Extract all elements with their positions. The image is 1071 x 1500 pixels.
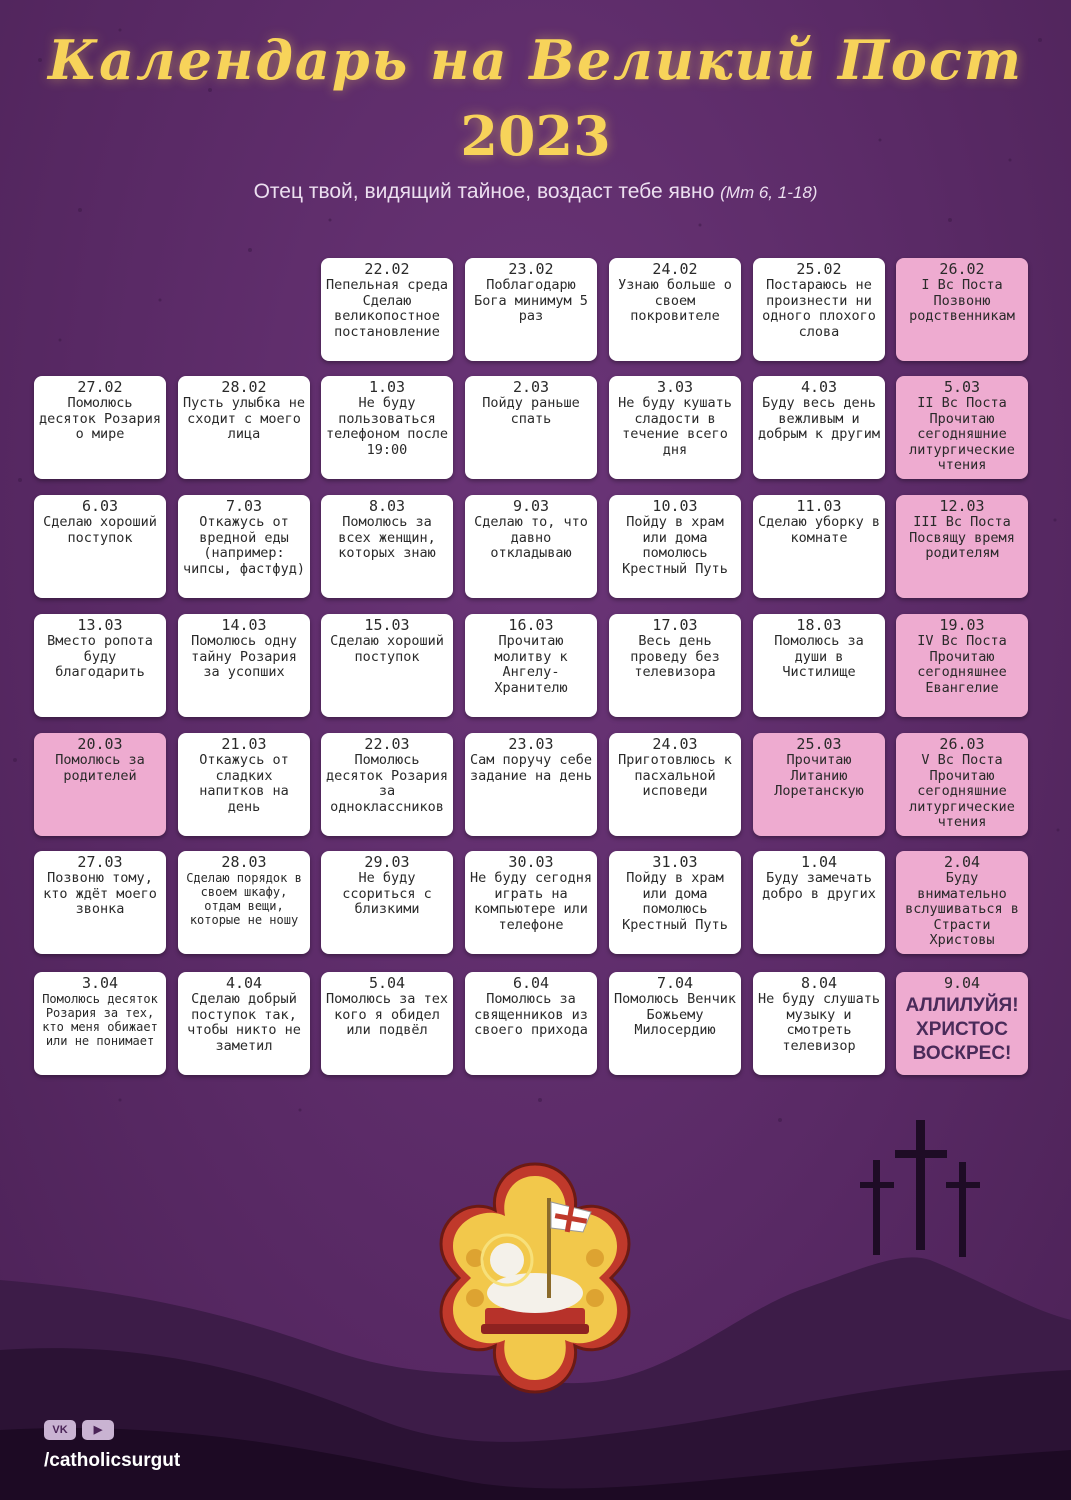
day-task: Буду весь день вежливым и добрым к другим (758, 395, 880, 442)
calendar-day-29.03 (321, 851, 453, 954)
calendar-day-26.02 (896, 258, 1028, 361)
day-task: Сделаю то, что давно откладываю (474, 514, 588, 561)
day-date: 18.03 (796, 616, 842, 634)
day-task: Буду внимательно вслушиваться в Страсти Христовы (905, 870, 1019, 948)
calendar-day-21.03 (178, 733, 310, 836)
day-date: 12.03 (939, 497, 985, 515)
day-date: 24.03 (652, 735, 698, 753)
calendar-day-4.04 (178, 972, 310, 1075)
day-date: 9.04 (943, 974, 981, 992)
three-crosses-icon (855, 1120, 995, 1260)
day-date: 11.03 (796, 497, 842, 515)
day-date: 22.03 (364, 735, 410, 753)
calendar-day-8.04 (753, 972, 885, 1075)
calendar-day-2.04 (896, 851, 1028, 954)
calendar-day-22.03 (321, 733, 453, 836)
day-date: 27.02 (77, 378, 123, 396)
day-date: 2.03 (512, 378, 550, 396)
calendar-day-19.03 (896, 614, 1028, 717)
day-task: Пойду раньше спать (482, 395, 580, 427)
day-task: Не буду пользоваться телефоном после 19:00 (326, 395, 448, 458)
calendar-day-11.03 (753, 495, 885, 598)
day-task: Не буду сегодня играть на компьютере или телефоне (470, 870, 592, 933)
calendar-day-8.03 (321, 495, 453, 598)
day-task: Позвоню тому, кто ждёт моего звонка (43, 870, 157, 917)
day-task: Помолюсь десяток Розария о мире (39, 395, 161, 442)
day-date: 7.03 (225, 497, 263, 515)
calendar-day-26.03 (896, 733, 1028, 836)
day-date: 17.03 (652, 616, 698, 634)
day-date: 21.03 (221, 735, 267, 753)
day-task: Поблагодарю Бога минимум 5 раз (474, 277, 588, 324)
day-task: Помолюсь за души в Чистилище (774, 633, 864, 680)
calendar-day-12.03 (896, 495, 1028, 598)
social-links (44, 1418, 120, 1440)
day-task: Сделаю хороший поступок (330, 633, 444, 665)
day-task: Не буду слушать музыку и смотреть телевизор (758, 991, 880, 1054)
day-task: Сделаю добрый поступок так, чтобы никто не заметил (187, 991, 301, 1054)
day-task: Откажусь от сладких напитков на день (199, 752, 289, 815)
day-task: Буду замечать добро в других (762, 870, 876, 902)
day-date: 1.03 (368, 378, 406, 396)
calendar-day-4.03 (753, 376, 885, 479)
day-date: 24.02 (652, 260, 698, 278)
day-date: 15.03 (364, 616, 410, 634)
day-task: I Вс Поста Позвоню родственникам (909, 277, 1015, 324)
day-task: II Вс Поста Прочитаю сегодняшние литургические чтения (909, 395, 1015, 473)
day-task: Помолюсь Венчик Божьему Милосердию (614, 991, 736, 1038)
day-date: 30.03 (508, 853, 554, 871)
day-date: 28.02 (221, 378, 267, 396)
day-date: 20.03 (77, 735, 123, 753)
calendar-day-23.03 (465, 733, 597, 836)
day-date: 26.03 (939, 735, 985, 753)
day-date: 3.04 (81, 974, 119, 992)
day-date: 14.03 (221, 616, 267, 634)
day-task: Пойду в храм или дома помолюсь Крестный Путь (622, 514, 728, 577)
calendar-day-5.03 (896, 376, 1028, 479)
calendar-day-27.02 (34, 376, 166, 479)
day-task: Прочитаю Литанию Лоретанскую (774, 752, 864, 799)
calendar-day-30.03 (465, 851, 597, 954)
calendar-day-13.03 (34, 614, 166, 717)
day-date: 26.02 (939, 260, 985, 278)
day-date: 9.03 (512, 497, 550, 515)
calendar-day-22.02 (321, 258, 453, 361)
calendar-day-24.03 (609, 733, 741, 836)
calendar-day-28.03 (178, 851, 310, 954)
day-task: Вместо ропота буду благодарить (47, 633, 153, 680)
day-task: Сделаю хороший поступок (43, 514, 157, 546)
day-task: Помолюсь за родителей (55, 752, 145, 784)
day-date: 22.02 (364, 260, 410, 278)
calendar-day-23.02 (465, 258, 597, 361)
day-task: Помолюсь за всех женщин, которых знаю (338, 514, 436, 561)
day-task: Прочитаю молитву к Ангелу-Хранителю (494, 633, 568, 696)
day-task: Сделаю уборку в комнате (758, 514, 880, 546)
calendar-day-25.02 (753, 258, 885, 361)
calendar-day-2.03 (465, 376, 597, 479)
day-date: 4.04 (225, 974, 263, 992)
calendar-day-6.03 (34, 495, 166, 598)
day-date: 16.03 (508, 616, 554, 634)
day-date: 19.03 (939, 616, 985, 634)
day-date: 23.03 (508, 735, 554, 753)
day-date: 27.03 (77, 853, 123, 871)
subtitle-reference: (Мт 6, 1-18) (720, 183, 818, 202)
day-task: V Вс Поста Прочитаю сегодняшние литургические чтения (909, 752, 1015, 830)
day-date: 25.03 (796, 735, 842, 753)
youtube-icon[interactable]: ▶ (82, 1420, 114, 1440)
calendar-day-14.03 (178, 614, 310, 717)
day-date: 25.02 (796, 260, 842, 278)
day-date: 29.03 (364, 853, 410, 871)
day-task: Сам поручу себе задание на день (470, 752, 592, 784)
day-date: 8.03 (368, 497, 406, 515)
subtitle-text: Отец твой, видящий тайное, воздаст тебе явно (253, 180, 715, 203)
page-year: 2023 (460, 104, 611, 168)
day-date: 1.04 (800, 853, 838, 871)
calendar-day-7.03 (178, 495, 310, 598)
day-task: IV Вс Поста Прочитаю сегодняшнее Евангелие (917, 633, 1007, 696)
day-date: 13.03 (77, 616, 123, 634)
calendar-day-3.03 (609, 376, 741, 479)
lamb-emblem-icon (415, 1158, 655, 1398)
day-task: Помолюсь за священников из своего прихода (474, 991, 588, 1038)
calendar-day-18.03 (753, 614, 885, 717)
day-task: Помолюсь за тех кого я обидел или подвёл (326, 991, 448, 1038)
day-task: Помолюсь десяток Розария за одноклассников (326, 752, 448, 815)
day-date: 31.03 (652, 853, 698, 871)
calendar-day-27.03 (34, 851, 166, 954)
day-date: 5.03 (943, 378, 981, 396)
social-handle[interactable]: /catholicsurgut (44, 1450, 181, 1471)
page-title: Календарь на Великий Пост (48, 28, 1023, 92)
calendar-day-20.03 (34, 733, 166, 836)
calendar-day-25.03 (753, 733, 885, 836)
calendar-day-15.03 (321, 614, 453, 717)
day-date: 23.02 (508, 260, 554, 278)
day-task: АЛЛИЛУЙЯ! ХРИСТОС ВОСКРЕС! (905, 995, 1019, 1064)
day-task: Сделаю порядок в своем шкафу, отдам вещи, которые не ношу (186, 871, 302, 927)
day-task: Помолюсь одну тайну Розария за усопших (191, 633, 297, 680)
day-date: 10.03 (652, 497, 698, 515)
day-task: Помолюсь десяток Розария за тех, кто меня обижает или не понимает (42, 992, 158, 1048)
calendar-day-16.03 (465, 614, 597, 717)
day-task: Пепельная среда Сделаю великопостное постановление (326, 277, 448, 340)
day-task: Пусть улыбка не сходит с моего лица (183, 395, 305, 442)
day-task: Весь день проведу без телевизора (630, 633, 720, 680)
calendar-day-10.03 (609, 495, 741, 598)
day-date: 28.03 (221, 853, 267, 871)
calendar-day-3.04 (34, 972, 166, 1075)
calendar-day-5.04 (321, 972, 453, 1075)
calendar-day-28.02 (178, 376, 310, 479)
calendar-day-6.04 (465, 972, 597, 1075)
calendar-day-9.03 (465, 495, 597, 598)
calendar-day-1.03 (321, 376, 453, 479)
calendar-day-31.03 (609, 851, 741, 954)
calendar-day-24.02 (609, 258, 741, 361)
day-date: 3.03 (656, 378, 694, 396)
day-task: Откажусь от вредной еды (например: чипсы, фастфуд) (183, 514, 305, 577)
day-task: Постараюсь не произнести ни одного плохого слова (762, 277, 876, 340)
day-date: 6.04 (512, 974, 550, 992)
day-date: 4.03 (800, 378, 838, 396)
vk-icon[interactable]: VK (44, 1420, 76, 1440)
day-date: 2.04 (943, 853, 981, 871)
calendar-day-9.04 (896, 972, 1028, 1075)
day-task: Приготовлюсь к пасхальной исповеди (618, 752, 732, 799)
day-date: 5.04 (368, 974, 406, 992)
calendar-day-1.04 (753, 851, 885, 954)
day-task: Не буду ссориться с близкими (342, 870, 432, 917)
day-date: 8.04 (800, 974, 838, 992)
day-task: Пойду в храм или дома помолюсь Крестный Путь (622, 870, 728, 933)
day-date: 6.03 (81, 497, 119, 515)
day-task: Узнаю больше о своем покровителе (618, 277, 732, 324)
day-date: 7.04 (656, 974, 694, 992)
calendar-day-17.03 (609, 614, 741, 717)
calendar-day-7.04 (609, 972, 741, 1075)
day-task: Не буду кушать сладости в течение всего дня (618, 395, 732, 458)
day-task: III Вс Поста Посвящу время родителям (909, 514, 1015, 561)
